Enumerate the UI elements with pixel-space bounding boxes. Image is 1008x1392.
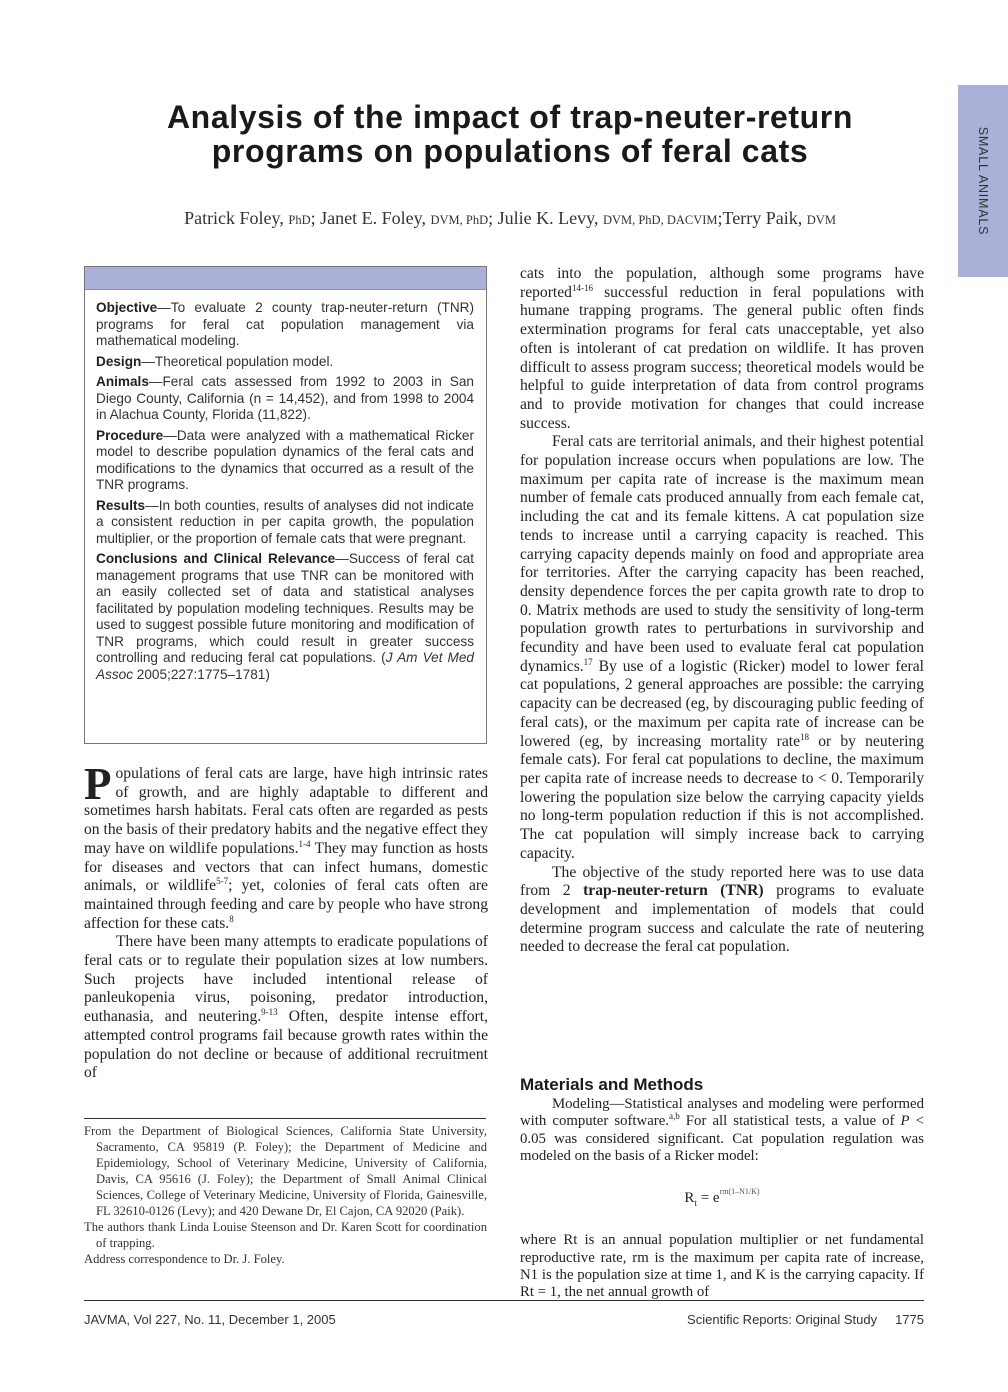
body-left-column [84, 759, 489, 1083]
drop-cap: P [84, 759, 112, 809]
body-paragraph: There have been many attempts to eradicate populations of feral cats or to regulate their population sizes at low numbers. Such projects have included intentional release of panleukopenia virus, poisoning, predator introduction, euthanasia, and neutering.$^{9-13}$ Often, despite intense effort, attempted control programs fail because growth rates within the population do not decline or because of additional recruitment of [84, 933, 488, 1082]
author-degrees: DVM, PhD [430, 213, 489, 227]
author-degrees: PhD [288, 213, 311, 227]
abstract-box [84, 266, 487, 744]
body-right-column [520, 265, 924, 957]
body-paragraph: Populations of feral cats are large, have high intrinsic rates of growth, and are highly adaptable to different and sometimes harsh habitats. Feral cats often are regarded as pests on the basis of their predatory habits and the negative effect they may have on wildlife populations.$^{1-4}$ They may function as hosts for diseases and vectors that can infect humans, domestic animals, or wildlife$^{5-7}$; yet, colonies of feral cats often are maintained through feeding and care by people who have strong affection for these cats.$^8$ [84, 759, 489, 932]
abstract-conclusions: Conclusions and Clinical Relevance—Success of feral cat management programs that use TNR can be monitored with an easily collected set of data and statistical analyses facilitated by population modeling techniques. Results may be used to suggest possible future monitoring and modification of TNR programs, which could result in greater success controlling and reducing feral cat populations. (J Am Vet Med Assoc 2005;227:1775–1781) [96, 551, 474, 682]
abstract-design: Design—Theoretical population model. [96, 353, 334, 369]
abstract-objective: Objective—To evaluate 2 county trap-neuter-return (TNR) programs for feral cat population management via mathematical modeling. [96, 300, 474, 348]
body-paragraph: Feral cats are territorial animals, and their highest potential for population increase occurs when populations are low. The maximum per capita rate of increase is the maximum mean number of female cats produced annually from each female cat, including the cat and its female kittens. A cat population size tends to increase until a carrying capacity is reached. This carrying capacity depends mainly on food and appropriate area for territories. After the carrying capacity has been reached, density dependence forces the per capita growth rate to drop to 0. Matrix methods are used to study the sensitivity of long-term population growth rates to perturbations in survivorship and fecundity and have been used to evaluate feral cat population dynamics.$^{17}$ By use of a logistic (Ricker) model to lower feral cat populations, 2 general approaches are possible: the carrying capacity can be decreased (eg, by discouraging public feeding of feral cats), or the maximum per capita rate of increase can be lowered (eg, by increasing mortality rate$^{18}$ or by neutering female cats). For feral cat populations to decline, the maximum per capita rate of increase needs to decrease to < 0. Temporarily lowering the population size below the carrying capacity yields no long-term population reduction if this is not accomplished. The cat population will simply increase back to carrying capacity. [520, 433, 924, 862]
footnote-divider [84, 1118, 486, 1119]
body-paragraph: cats into the population, although some programs have reported$^{14-16}$ successful reduction in feral populations with humane trapping programs. The general public often finds extermination programs for feral cats unacceptable, yet also often is intolerant of cat predation on wildlife. It has proven difficult to assess program success; theoretical models would be helpful to guide interpretation of data from control programs and to provide motivation for changes that could increase success. [520, 265, 924, 432]
abstract-results: Results—In both counties, results of analyses did not indicate a consistent reduction in per capita growth, the population multiplier, or the proportion of female cats that were pregnant. [96, 497, 474, 546]
article-type: Scientific Reports: Original Study [687, 1312, 878, 1327]
author-name: Janet E. Foley, [320, 208, 426, 228]
author-name: Terry Paik, [722, 208, 803, 228]
author-degrees: DVM [806, 213, 836, 227]
title-line-2: programs on populations of feral cats [211, 133, 809, 169]
author-name: Julie K. Levy, [497, 208, 599, 228]
footnote-acknowledgments: The authors thank Linda Louise Steenson and Dr. Karen Scott for coordination of trapping. [84, 1220, 487, 1250]
abstract-body [85, 290, 486, 683]
section-heading-methods: Materials and Methods [520, 1075, 704, 1094]
journal-citation: JAVMA, Vol 227, No. 11, December 1, 2005 [84, 1312, 336, 1327]
body-paragraph: The objective of the study reported here was to use data from 2 trap-neuter-return (TNR) programs to evaluate development and implementation of models that could determine program success and calculate the rate of neutering needed to decrease the feral cat population. [520, 863, 925, 956]
article-title [80, 100, 940, 168]
author-name: Patrick Foley, [184, 208, 284, 228]
author-degrees: DVM, PhD, DACVIM [602, 213, 718, 227]
page-number: 1775 [895, 1312, 924, 1327]
methods-paragraph: where Rt is an annual population multiplier or net fundamental reproductive rate, rm is the maximum per capita rate of increase, N1 is the population size at time 1, and K is the carrying capacity. If Rt = 1, the net annual growth of [520, 1232, 924, 1301]
footnote-affiliations: From the Department of Biological Sciences, California State University, Sacramento, CA 95819 (P. Foley); the Department of Medicine and Epidemiology, School of Veterinary Medicine, University of California, Davis, CA 95616 (J. Foley); the Department of Small Animal Clinical Sciences, College of Veterinary Medicine, University of Florida, Gainesville, FL 32610-0126 (Levy); and 420 Dewane Dr, El Cajon, CA 92020 (Paik). [84, 1124, 487, 1218]
methods-body [520, 1096, 924, 1302]
section-tab [958, 85, 1008, 277]
affiliation-footnotes [84, 1123, 487, 1267]
footer-section-page [687, 1312, 924, 1327]
footer-divider [84, 1300, 924, 1301]
footnote-correspondence: Address correspondence to Dr. J. Foley. [84, 1252, 285, 1266]
section-tab-label: SMALL ANIMALS [976, 126, 990, 236]
title-line-1: Analysis of the impact of trap-neuter-return [166, 99, 854, 135]
abstract-animals: Animals—Feral cats assessed from 1992 to 2003 in San Diego County, California (n = 14,452), and from 1998 to 2004 in Alachua County, Florida (11,822). [96, 374, 474, 422]
abstract-header-bar [85, 267, 486, 290]
citation-journal: J Am Vet Med Assoc [96, 650, 474, 682]
ricker-equation: $R_t = e^{rm(1-N1/K)}$ [684, 1187, 760, 1209]
author-list: Patrick Foley, PhD; Janet E. Foley, DVM, PhD; Julie K. Levy, DVM, PhD, DACVIM;Terry Paik, DVM [184, 208, 836, 228]
methods-paragraph: Modeling—Statistical analyses and modeling were performed with computer software.$^{a,b}$ For all statistical tests, a value of P < 0.05 was considered significant. Cat population regulation was modeled on the basis of a Ricker model: [520, 1096, 924, 1164]
abstract-procedure: Procedure—Data were analyzed with a mathematical Ricker model to describe population dynamics of the feral cats and modifications to the dynamics that occurred as a result of the TNR programs. [96, 427, 474, 492]
